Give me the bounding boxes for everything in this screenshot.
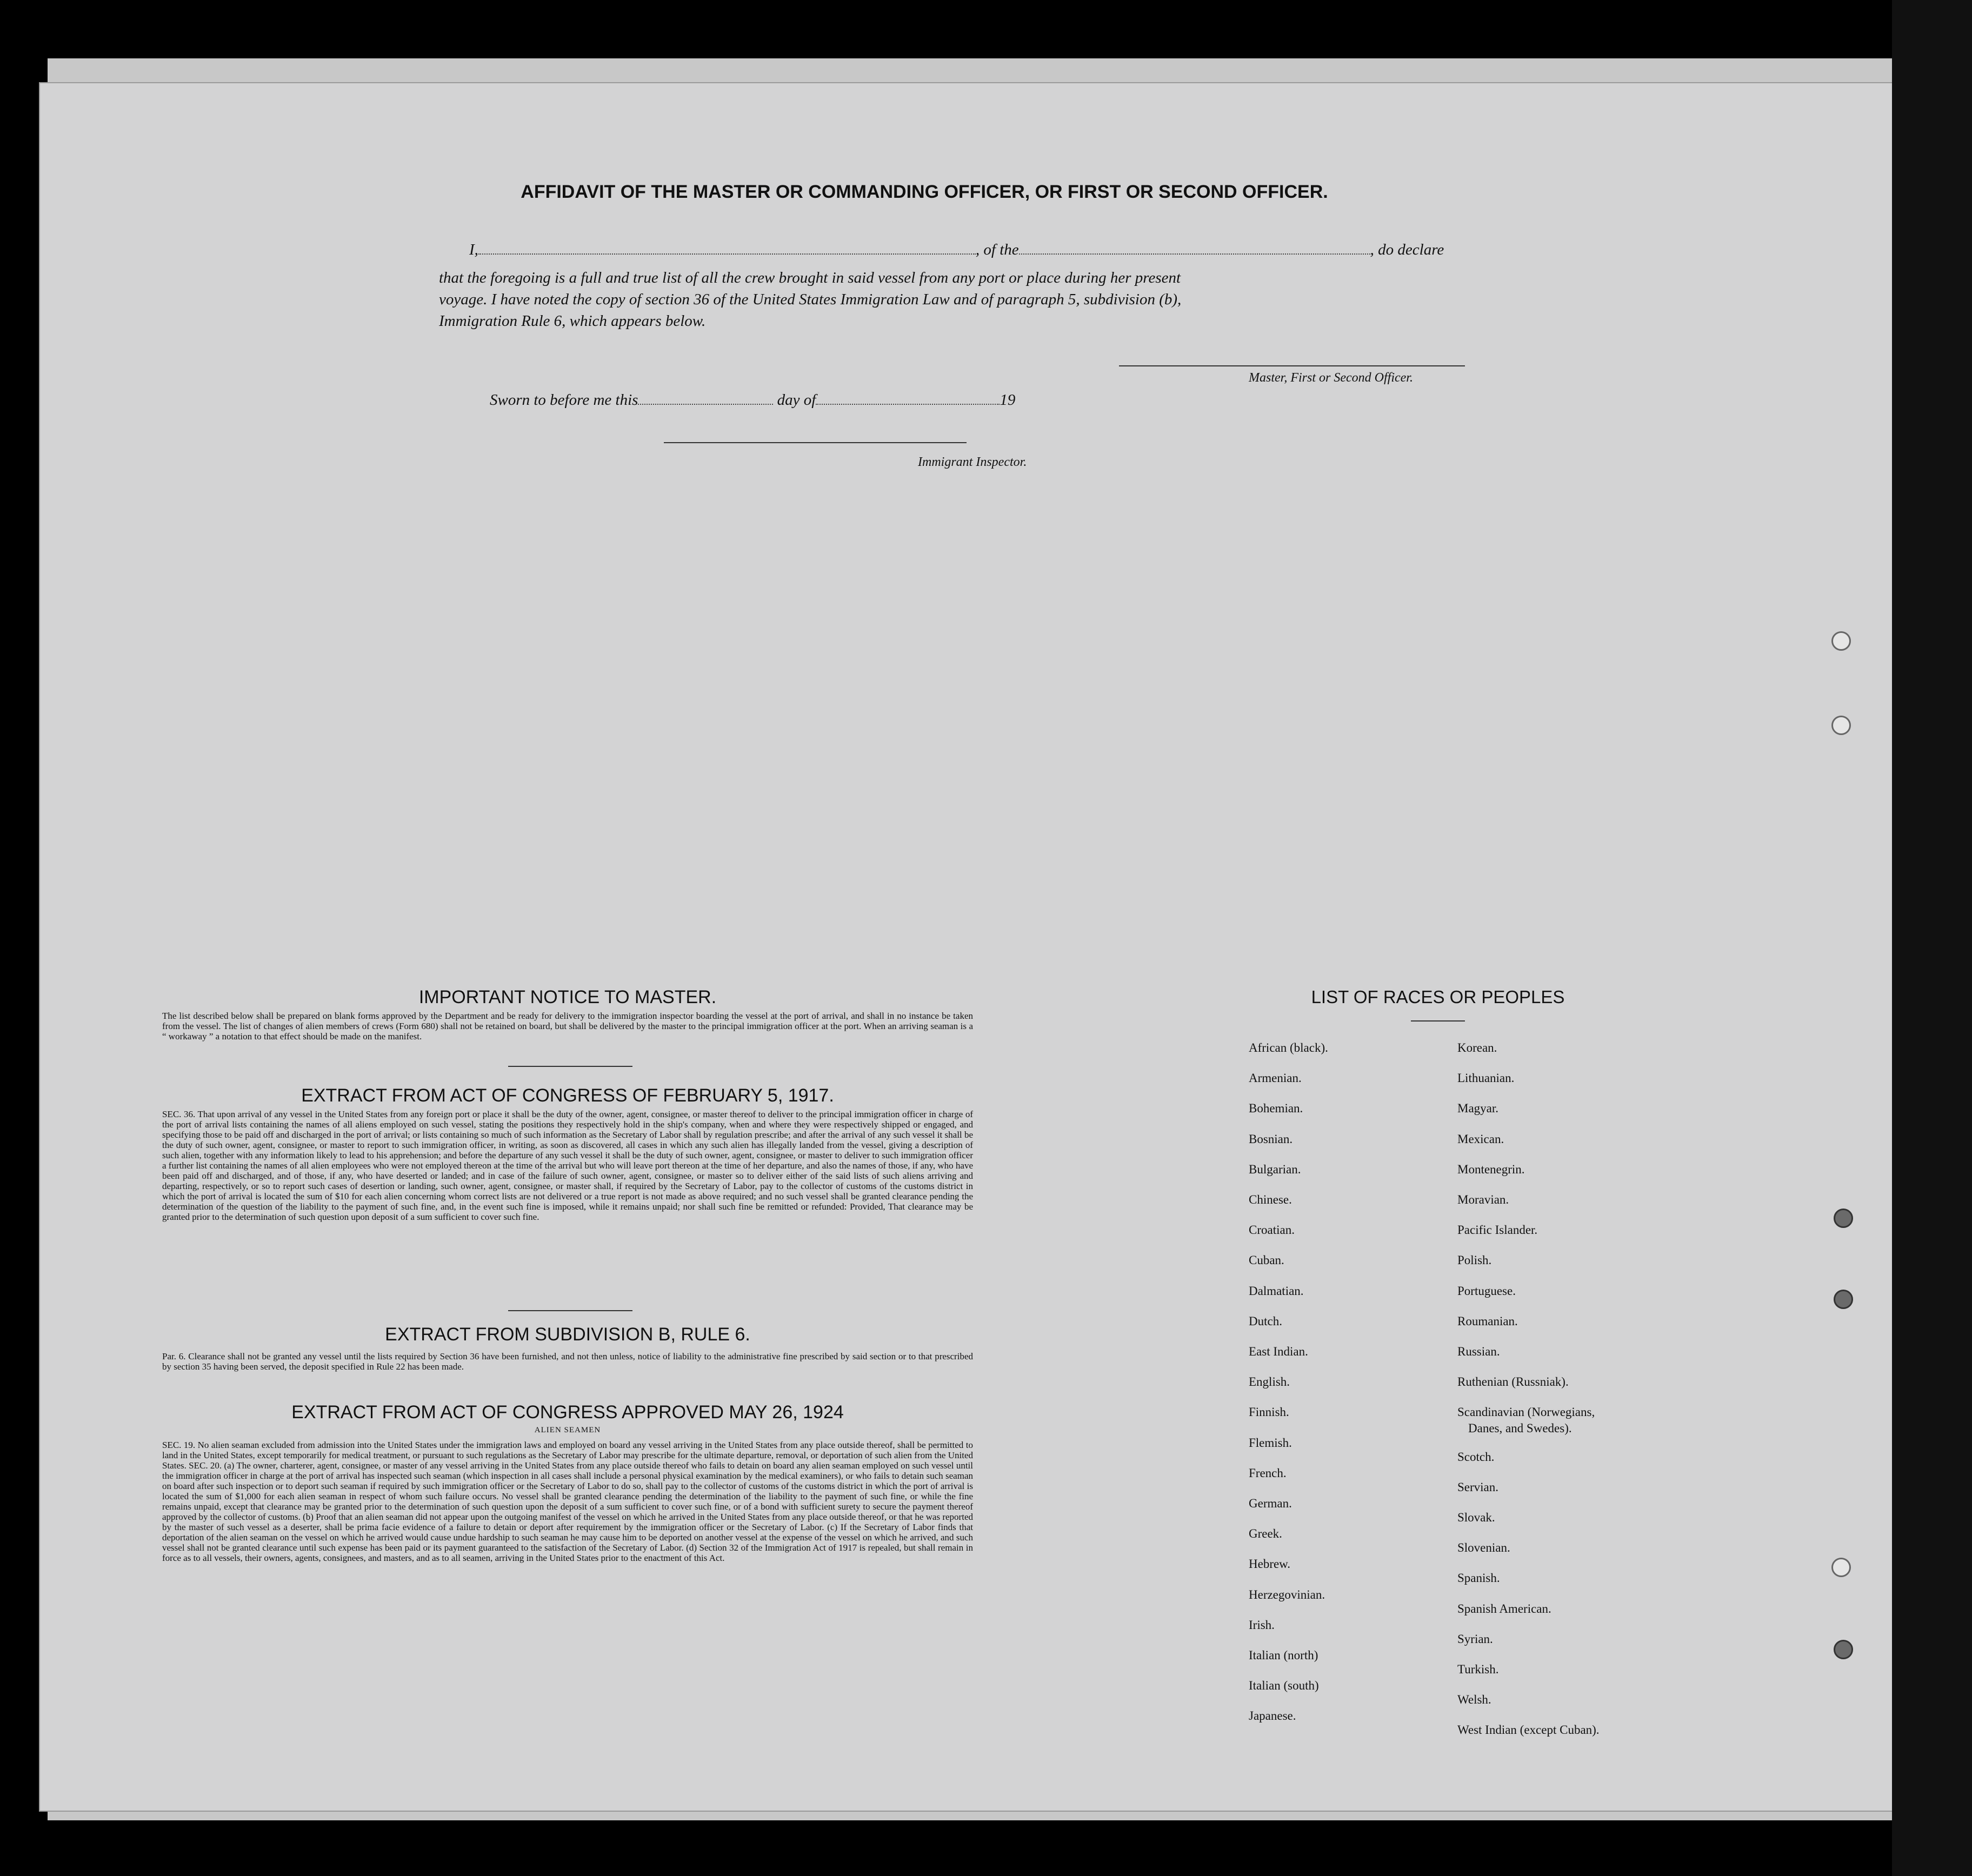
race-item: West Indian (except Cuban). (1457, 1723, 1600, 1737)
race-item: East Indian. (1249, 1345, 1308, 1358)
affidavit-line-4: Immigration Rule 6, which appears below. (439, 312, 706, 330)
race-item: Croatian. (1249, 1223, 1295, 1237)
race-item: Scotch. (1457, 1450, 1495, 1464)
race-item: Syrian. (1457, 1632, 1493, 1646)
race-item: Spanish American. (1457, 1601, 1551, 1615)
affidavit-line-3: voyage. I have noted the copy of section 36 of the United States Immigration Law and of paragraph 5, subdivision (b), (439, 291, 1182, 308)
race-item: Montenegrin. (1457, 1162, 1525, 1176)
race-item: Roumanian. (1457, 1314, 1518, 1328)
race-item: Danes, and Swedes). (1468, 1421, 1572, 1436)
race-item: Russian. (1457, 1345, 1500, 1358)
race-item: Italian (south) (1249, 1679, 1319, 1693)
sworn-month-blank[interactable] (816, 404, 1000, 405)
race-item: Welsh. (1457, 1693, 1491, 1707)
race-item: Italian (north) (1249, 1648, 1318, 1662)
extract-1917-title: EXTRACT FROM ACT OF CONGRESS OF FEBRUARY 5, 1917. (301, 1085, 834, 1106)
race-item: Irish. (1249, 1618, 1275, 1632)
master-signature-caption: Master, First or Second Officer. (1249, 371, 1413, 385)
race-item: Chinese. (1249, 1193, 1292, 1206)
divider (508, 1066, 632, 1067)
race-item: Cuban. (1249, 1253, 1284, 1267)
race-item: Pacific Islander. (1457, 1223, 1538, 1237)
race-item: Mexican. (1457, 1132, 1504, 1146)
race-item: German. (1249, 1497, 1292, 1510)
binder-hole (1831, 631, 1851, 651)
divider (508, 1310, 632, 1311)
affidavit-line-1: I, , of the , do declare (469, 241, 1444, 258)
race-item: Servian. (1457, 1480, 1499, 1494)
race-item: Japanese. (1249, 1709, 1296, 1723)
binder-hole (1834, 1640, 1853, 1659)
race-item: English. (1249, 1375, 1290, 1389)
sworn-line: Sworn to before me this day of 19 (490, 391, 1016, 409)
divider (1411, 1020, 1465, 1022)
affidavit-title: AFFIDAVIT OF THE MASTER OR COMMANDING OFFICER, OR FIRST OR SECOND OFFICER. (521, 182, 1328, 202)
race-item: Turkish. (1457, 1663, 1499, 1676)
inspector-signature-line[interactable] (664, 442, 967, 443)
race-item: Dutch. (1249, 1314, 1282, 1328)
vessel-name-blank[interactable] (1019, 253, 1370, 255)
race-item: Polish. (1457, 1253, 1492, 1267)
race-item: Lithuanian. (1457, 1071, 1515, 1085)
race-item: Finnish. (1249, 1405, 1289, 1419)
binder-hole (1834, 1290, 1853, 1309)
race-item: Slovak. (1457, 1511, 1495, 1524)
race-item: Armenian. (1249, 1071, 1302, 1085)
race-item: Bohemian. (1249, 1101, 1303, 1116)
race-item: Bulgarian. (1249, 1162, 1301, 1176)
notice-body: The list described below shall be prepared on blank forms approved by the Department and be ready for delivery to the immigration inspector boarding the vessel at the port of arrival, and shall in no instance be taken from the vessel. The list of changes of alien members of crews (Form 680) shall not be retained on board, but shall be delivered by the master to the principal immigration officer at the port. When an arriving seaman is a “ workaway ” a notation to that effect should be made on the manifest. (162, 1011, 973, 1042)
race-item: Korean. (1457, 1041, 1497, 1054)
race-item: French. (1249, 1466, 1287, 1480)
binder-hole (1834, 1209, 1853, 1228)
race-item: Scandinavian (Norwegians, (1457, 1405, 1595, 1419)
notice-title: IMPORTANT NOTICE TO MASTER. (418, 987, 717, 1007)
race-item: Moravian. (1457, 1193, 1509, 1206)
affidavit-line-2: that the foregoing is a full and true list of all the crew brought in said vessel from any port or place during her present (439, 269, 1181, 286)
extract-rule6-body: Par. 6. Clearance shall not be granted any vessel until the lists required by Section 36 have been furnished, and not then unless, notice of liability to the administrative fine prescribed by said section or to that prescribed by section 35 having been served, the deposit specified in Rule 22 has been made. (162, 1351, 973, 1372)
binder-hole (1831, 1558, 1851, 1577)
page-edge (1892, 0, 1972, 1876)
race-item: Dalmatian. (1249, 1284, 1304, 1298)
sworn-day-blank[interactable] (638, 404, 773, 405)
race-item: Flemish. (1249, 1436, 1292, 1450)
master-signature-line[interactable] (1119, 365, 1465, 366)
race-item: Herzegovinian. (1249, 1587, 1325, 1601)
extract-1924-title: EXTRACT FROM ACT OF CONGRESS APPROVED MAY 26, 1924 (291, 1402, 844, 1423)
extract-1924-subtitle: ALIEN SEAMEN (534, 1426, 601, 1434)
races-title: LIST OF RACES OR PEOPLES (1311, 987, 1565, 1007)
extract-rule6-title: EXTRACT FROM SUBDIVISION B, RULE 6. (385, 1324, 750, 1345)
extract-1917-body: SEC. 36. That upon arrival of any vessel in the United States from any foreign port or place it shall be the duty of the owner, agent, consignee, or master thereof to deliver to the principal immigration officer in charge of the port of arrival lists containing the names of all aliens employed on such vessel, stating the positions they respectively hold in the ship's company, when and where they were respectively shipped or engaged, and specifying those to be paid off and discharged in the port of arrival; or lists containing so much of such information as the Secretary of Labor shall by regulation prescribe; and after the arrival of any such vessel it shall be the duty of such owner, agent, consignee, or master to report to such immigration officer, in writing, as soon as discovered, all cases in which any such alien has illegally landed from the vessel, giving a description of such alien, together with any information likely to lead to his apprehension; and before the departure of any such vessel it shall be the duty of such owner, agent, consignee, or master to deliver to such immigration officer a further list containing the names of all alien employees who were not employed thereon at the time of the arrival but who will leave port thereon at the time of her departure, and also the names of those, if any, who have been paid off and discharged, and of those, if any, who have deserted or landed; and in case of the failure of such owner, agent, consignee, or master so to deliver either of the said lists of such aliens arriving and departing, respectively, or so to report such cases of desertion or landing, such owner, agent, consignee, or master shall, if required by the Secretary of Labor, pay to the collector of customs of the customs district in which the port of arrival is located the sum of $10 for each alien concerning whom correct lists are not delivered or a true report is not made as above required; and no such vessel shall be granted clearance pending the determination of the question of the liability to the payment of such fine, and, in the event such fine is imposed, while it remains unpaid; nor shall such fine be remitted or refunded: Provided, That clearance may be granted prior to the determination of such question upon deposit of a sum sufficient to cover such fine. (162, 1109, 973, 1222)
master-name-blank[interactable] (478, 253, 976, 255)
race-item: Spanish. (1457, 1571, 1500, 1585)
race-item: Portuguese. (1457, 1284, 1516, 1298)
race-item: Slovenian. (1457, 1541, 1510, 1555)
race-item: Greek. (1249, 1527, 1282, 1541)
extract-1924-body: SEC. 19. No alien seaman excluded from admission into the United States under the immigration laws and employed on board any vessel arriving in the United States from any place outside thereof, shall be permitted to land in the United States, except temporarily for medical treatment, or pursuant to such regulations as the Secretary of Labor may prescribe for the ultimate departure, removal, or deportation of such alien from the United States. SEC. 20. (a) The owner, charterer, agent, consignee, or master of any vessel arriving in the United States from any place outside thereof who fails to detain on board any alien seaman employed on such vessel until the immigration officer in charge at the port of arrival has inspected such seaman (which inspection in all cases shall include a personal physical examination by the medical examiners), or who fails to detain such seaman on board after such inspection or to deport such seaman if required by such immigration officer or the Secretary of Labor to do so, shall pay to the collector of customs of the customs district in which the port of arrival is located the sum of $1,000 for each alien seaman in respect of whom such failure occurs. No vessel shall be granted clearance pending the determination of the liability to the payment of such fine, or while the fine remains unpaid, except that clearance may be granted prior to the determination of such question upon the deposit of a sum sufficient to cover such fine, or of a bond with sufficient surety to secure the payment thereof approved by the collector of customs. (b) Proof that an alien seaman did not appear upon the outgoing manifest of the vessel on which he arrived in the United States from any place outside thereof, or that he was reported by the master of such vessel as a deserter, shall be prima facie evidence of a failure to detain or deport after requirement by the immigration officer or the Secretary of Labor. (c) If the Secretary of Labor finds that deportation of the alien seaman on the vessel on which he arrived would cause undue hardship to such seaman he may cause him to be deported on another vessel at the expense of the vessel on which he arrived, and such vessel shall not be granted clearance until such expense has been paid or its payment guaranteed to the satisfaction of the Secretary of Labor. (d) Section 32 of the Immigration Act of 1917 is repealed, but shall remain in force as to all vessels, their owners, agents, consignees, and masters, and as to all seamen, arriving in the United States prior to the enactment of this Act. (162, 1440, 973, 1563)
race-item: Ruthenian (Russniak). (1457, 1375, 1569, 1389)
race-item: Bosnian. (1249, 1132, 1293, 1146)
binder-hole (1831, 716, 1851, 735)
race-item: Hebrew. (1249, 1557, 1291, 1571)
race-item: African (black). (1249, 1041, 1328, 1054)
inspector-caption: Immigrant Inspector. (918, 455, 1027, 469)
race-item: Magyar. (1457, 1101, 1499, 1116)
